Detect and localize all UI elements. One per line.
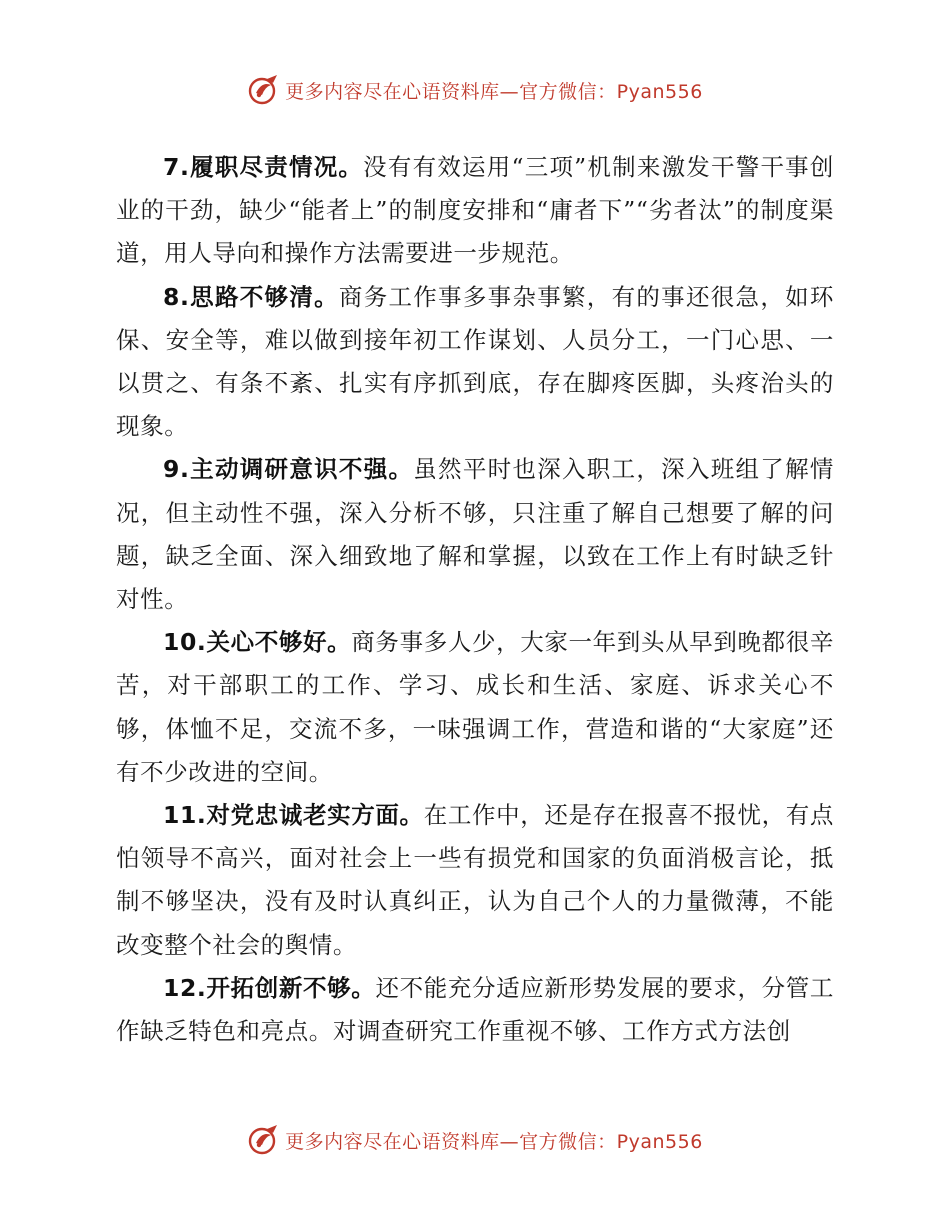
paragraph-7 [116,146,834,276]
stylized-red-logo-icon [247,1123,281,1157]
paragraph-10 [116,621,834,794]
header-watermark [0,70,950,110]
stylized-red-logo-icon [247,73,281,107]
paragraph-heading: 9.主动调研意识不强。 [163,455,414,484]
paragraph-heading: 8.思路不够清。 [163,282,339,311]
paragraph-text: 还不能充分适应新形势发展的要求，分管工作缺乏特色和亮点。对调查研究工作重视不够、工作方式方法创 [116,973,834,1046]
paragraph-11 [116,794,834,967]
paragraph-text: 没有有效运用“三项”机制来激发干警干事创业的干劲，缺少“能者上”的制度安排和“庸者下”“劣者汰”的制度渠道，用人导向和操作方法需要进一步规范。 [116,153,834,268]
paragraph-text: 商务工作事多事杂事繁，有的事还很急，如环保、安全等，难以做到接年初工作谋划、人员分工，一门心思、一以贯之、有条不紊、扎实有序抓到底，存在脚疼医脚，头疼治头的现象。 [116,282,834,441]
paragraph-12 [116,967,834,1053]
paragraph-8 [116,276,834,449]
paragraph-heading: 10.关心不够好。 [163,628,352,657]
watermark-text: 更多内容尽在心语资料库—官方微信：Pyan556 [285,80,703,103]
paragraph-text: 商务事多人少，大家一年到头从早到晚都很辛苦，对干部职工的工作、学习、成长和生活、家庭、诉求关心不够，体恤不足，交流不多，一味强调工作，营造和谐的“大家庭”还有不少改进的空间。 [116,628,835,786]
paragraph-heading: 11.对党忠诚老实方面。 [163,801,424,830]
paragraph-text: 在工作中，还是存在报喜不报忧，有点怕领导不高兴，面对社会上一些有损党和国家的负面消极言论，抵制不够坚决，没有及时认真纠正，认为自己个人的力量微薄，不能改变整个社会的舆情。 [116,801,834,959]
paragraph-heading: 7.履职尽责情况。 [163,153,364,181]
paragraph-9 [116,448,834,621]
watermark-text: 更多内容尽在心语资料库—官方微信：Pyan556 [285,1130,703,1153]
paragraph-text: 虽然平时也深入职工，深入班组了解情况，但主动性不强，深入分析不够，只注重了解自己想要了解的问题，缺乏全面、深入细致地了解和掌握，以致在工作上有时缺乏针对性。 [116,455,834,614]
document-body [116,146,834,1053]
footer-watermark [0,1120,950,1160]
paragraph-heading: 12.开拓创新不够。 [163,973,376,1002]
